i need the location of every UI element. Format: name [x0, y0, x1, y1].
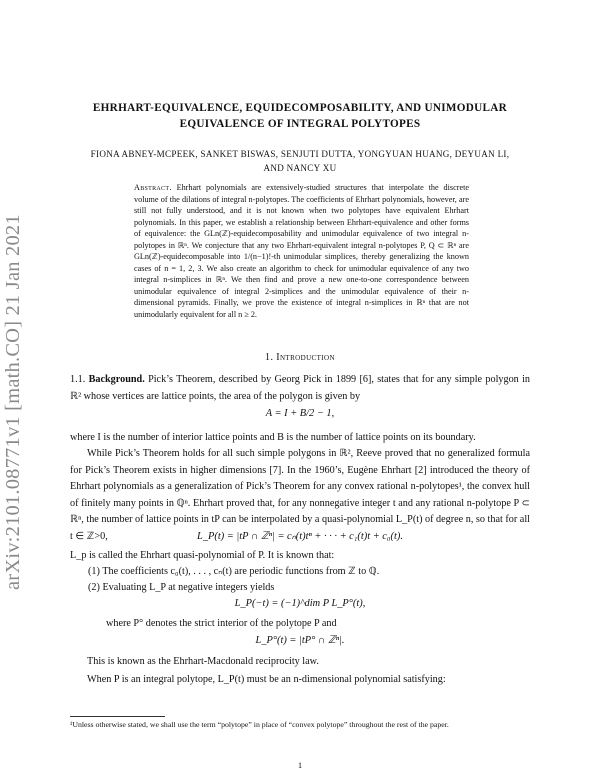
list-item-number: (1)	[88, 566, 100, 577]
list-item-text: The coefficients c₀(t), . . . , cₙ(t) are periodic functions from ℤ to ℚ.	[102, 566, 380, 577]
author-list	[70, 148, 530, 175]
background-text: Pick’s Theorem, described by Georg Pick in 1899 [6], states that for any simple polygon in ℝ² whose vertices are lattice points, the area of the polygon is given by	[70, 374, 531, 402]
list-item-number: (2)	[88, 582, 100, 593]
list-item	[88, 580, 528, 596]
interior-equation: L_P°(t) = |tP° ∩ ℤⁿ|.	[255, 635, 345, 646]
reciprocity-law-paragraph: This is known as the Ehrhart-Macdonald reciprocity law.	[87, 656, 319, 667]
section-heading: 1. Introduction	[265, 352, 335, 363]
list-item-text: Evaluating L_P at negative integers yields	[102, 582, 275, 593]
title-line-2: EQUIVALENCE OF INTEGRAL POLYTOPES	[179, 118, 421, 130]
integral-polytope-paragraph: When P is an integral polytope, L_P(t) must be an n-dimensional polynomial satisfying:	[87, 674, 446, 685]
list-item	[88, 564, 528, 580]
background-paragraph	[70, 372, 530, 405]
paper-title	[70, 100, 530, 132]
footnote: ¹Unless otherwise stated, we shall use the term “polytope” in place of “convex polytope” throughout the rest of the paper.	[70, 720, 449, 729]
page-number: 1	[297, 760, 303, 770]
subsection-heading: Background.	[88, 374, 145, 385]
ehrhart-polynomial-equation: L_P(t) = |tP ∩ ℤⁿ| = cₙ(t)tⁿ + · · · + c₁(t)t + c₀(t).	[197, 531, 403, 542]
arxiv-identifier[interactable]: arXiv:2101.08771v1 [math.CO] 21 Jan 2021	[2, 214, 24, 590]
footnote-rule	[70, 716, 165, 717]
subsection-number: 1.1.	[70, 374, 86, 385]
abstract-label: Abstract.	[134, 183, 172, 192]
abstract	[134, 182, 469, 320]
title-line-1: EHRHART-EQUIVALENCE, EQUIDECOMPOSABILITY, AND UNIMODULAR	[92, 102, 508, 114]
pick-equation: A = I + B/2 − 1,	[265, 408, 335, 419]
quasi-polynomial-paragraph: L_p is called the Ehrhart quasi-polynomial of P. It is known that:	[70, 550, 335, 561]
authors-line-2: AND NANCY XU	[263, 162, 337, 173]
reciprocity-equation: L_P(−t) = (−1)^dim P L_P°(t),	[234, 598, 366, 609]
ehrhart-intro-paragraph: While Pick’s Theorem holds for all such simple polygons in ℝ², Reeve proved that no generalized formula for Pick’s Theorem exists in higher dimensions [7]. In the 1960’s, Eugène Ehrhart [2] introduced the theory of Ehrhart polynomials as a generalization of Pick’s Theorem for any convex rational n-polytopes¹, the convex hull of finitely many points in ℚⁿ. Ehrhart proved that, for any nonnegative integer t and any rational n-polytope P ⊂ ℝⁿ, the number of lattice points in tP can be interpolated by a quasi-polynomial L_P(t) of degree n, so that for all t ∈ ℤ>0,	[70, 448, 530, 542]
abstract-text: Ehrhart polynomials are extensively-studied structures that interpolate the discrete volume of the dilations of integral n-polytopes. The coefficients of Ehrhart polynomials, however, are still not fully understood, and it is not known when two polytopes have equivalent Ehrhart polynomials. In this paper, we establish a relationship between Ehrhart-equivalence and other forms of equivalence: the GLn(ℤ)-equidecomposability and unimodular equivalence of two integral n-polytopes in ℝⁿ. We conjecture that any two Ehrhart-equivalent integral n-polytopes P, Q ⊂ ℝⁿ are GLn(ℤ)-equidecomposable into 1/(n−1)!-th unimodular simplices, thereby generalizing the known cases of n = 1, 2, 3. We also create an algorithm to check for unimodular equivalence of any two integral n-simplices in ℝⁿ. We then find and prove a new one-to-one correspondence between unimodular equivalence of integral 2-simplices and the unimodular equivalence of their n-dimensional pyramids. Finally, we prove the existence of integral n-simplices in ℝⁿ that are not unimodularly equivalent for all n ≥ 2.	[134, 183, 469, 319]
interior-paragraph: where P° denotes the strict interior of the polytope P and	[106, 618, 337, 629]
where-paragraph: where I is the number of interior lattice points and B is the number of lattice points on its boundary.	[70, 432, 476, 443]
authors-line-1: FIONA ABNEY-MCPEEK, SANKET BISWAS, SENJUTI DUTTA, YONGYUAN HUANG, DEYUAN LI,	[90, 149, 510, 159]
